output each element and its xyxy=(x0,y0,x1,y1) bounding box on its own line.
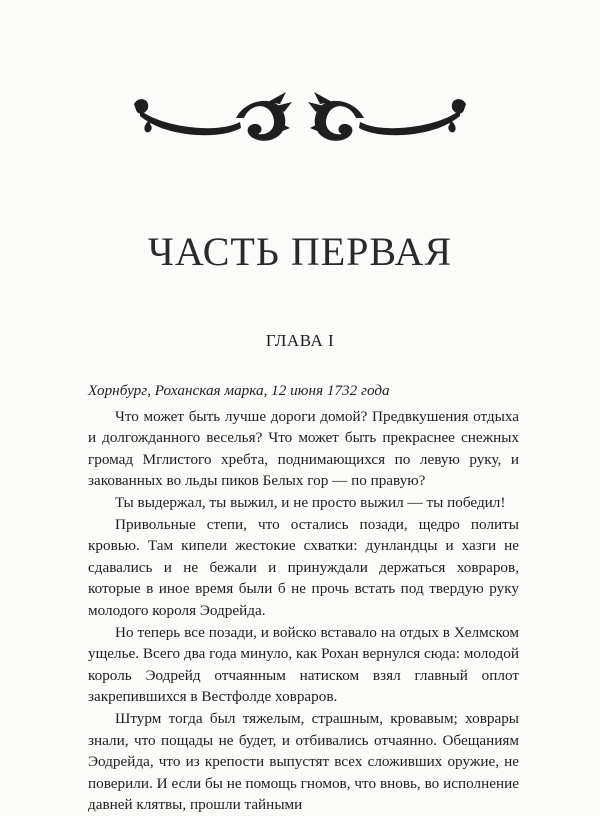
paragraph: Ты выдержал, ты выжил, и не просто выжил — ты победил! xyxy=(115,493,506,511)
right-dragon-icon xyxy=(308,92,466,141)
part-title: ЧАСТЬ ПЕРВАЯ xyxy=(147,229,453,274)
paragraph: Что может быть лучше дороги домой? Предвкушения отдыха и долгожданного веселья? Что может быть прекраснее снежных громад Мглистого хребта, поднимающихся по левую руку, и закованных во льды пиков Белых гор — по правую? xyxy=(88,407,519,490)
dateline: Хорнбург, Роханская марка, 12 июня 1732 года xyxy=(88,382,390,399)
left-dragon-icon xyxy=(134,92,292,141)
chapter-title: ГЛАВА I xyxy=(265,331,335,350)
dragon-ornament-icon xyxy=(0,88,600,158)
paragraph: Штурм тогда был тяжелым, страшным, кровавым; ховрары знали, что пощады не будет, и отбивались отчаянно. Обещаниям Эодрейда, что из крепости выпустят всех сложивших оружие, не поверили. И если бы не помощь гномов, что вновь, во исполнение давней клятвы, прошли тайными xyxy=(88,709,519,814)
paragraph: Привольные степи, что остались позади, щедро политы кровью. Там кипели жестокие схватки: дунландцы и хазги не сдавались и не бежали и принуждали держаться ховраров, которые в иное время были б не прочь встать под твердую руку молодого короля Эодрейда. xyxy=(88,515,519,619)
chapter-body xyxy=(88,380,519,816)
paragraph: Но теперь все позади, и войско вставало на отдых в Хелмском ущелье. Всего два года минуло, как Рохан вернулся сюда: молодой король Эодрейд отчаянным натиском взял главный оплот закрепившихся в Вестфолде ховраров. xyxy=(88,623,519,706)
